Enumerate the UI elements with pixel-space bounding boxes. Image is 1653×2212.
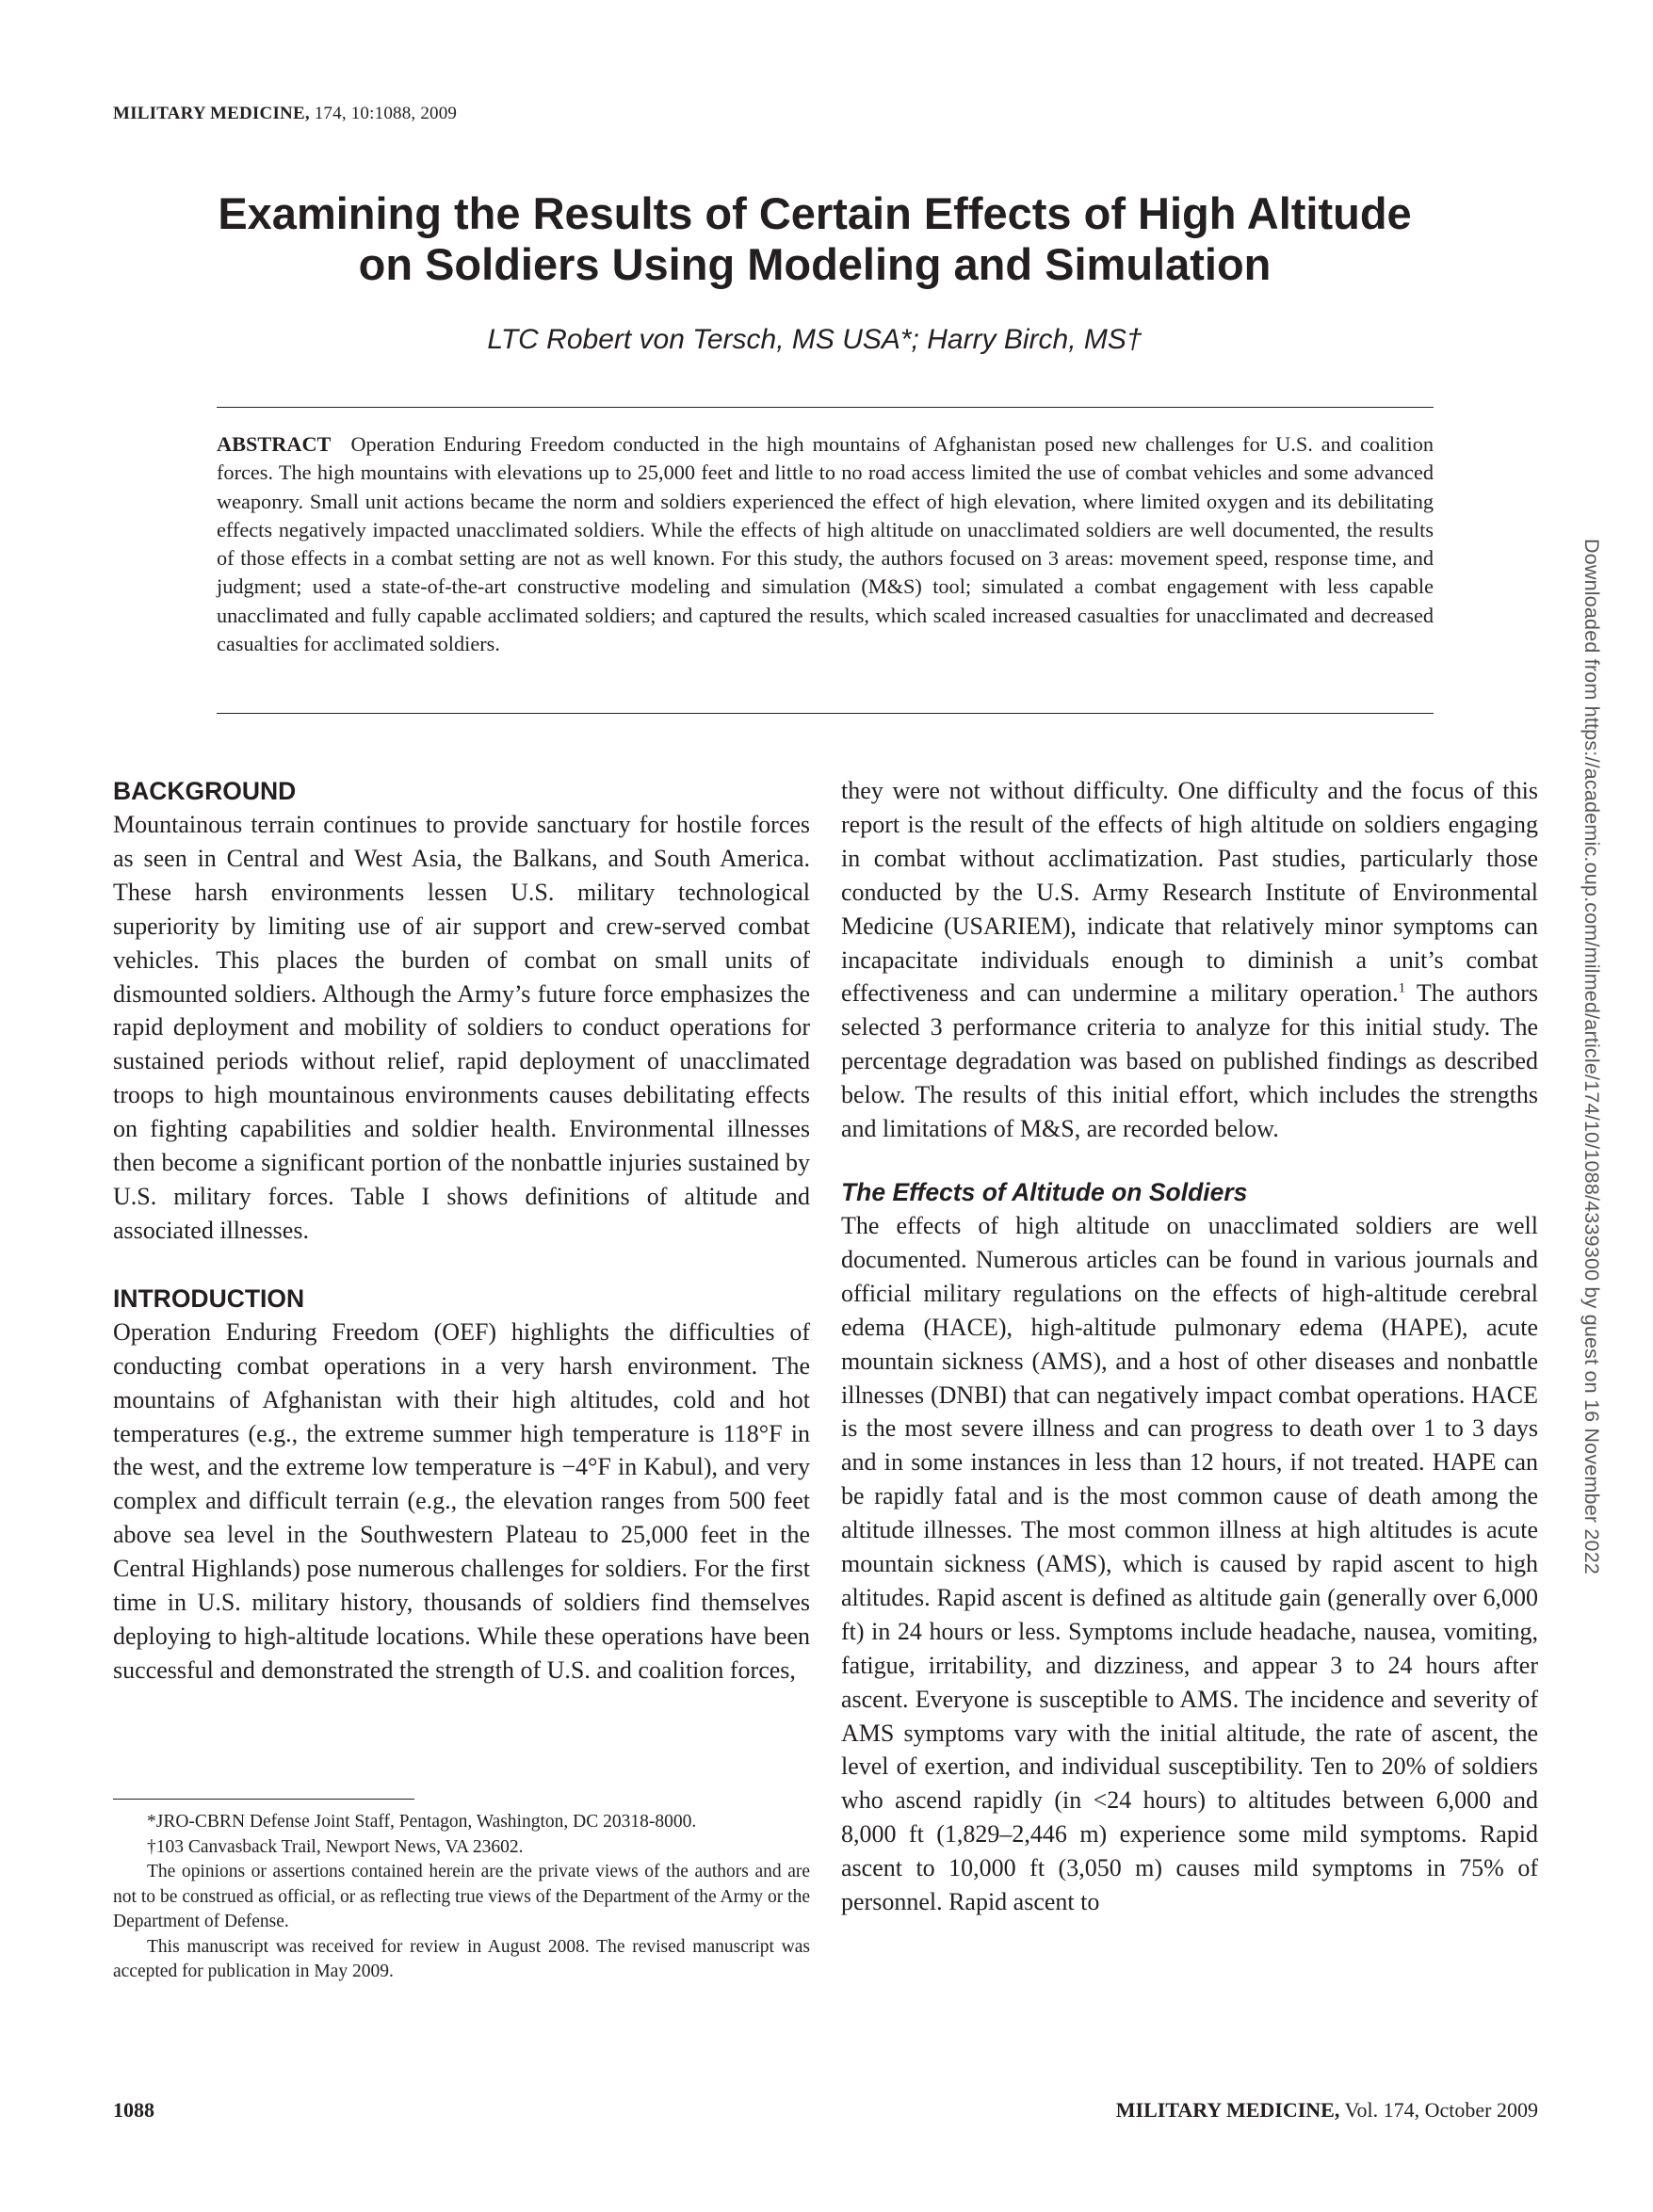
footnote-disclaimer: The opinions or assertions contained herein are the private views of the authors and are not to be construed as official, or as reflecting true views of the Department of the Army or the Department of Defense. (113, 1862, 810, 1931)
right-column (841, 774, 1538, 1919)
citation: 174, 10:1088, 2009 (314, 104, 458, 123)
footnote-affiliation-1: *JRO-CBRN Defense Joint Staff, Pentagon, Washington, DC 20318-8000. (147, 1812, 697, 1832)
abstract-top-rule (217, 407, 1434, 408)
article-title (151, 188, 1479, 290)
title-line-2: on Soldiers Using Modeling and Simulation (358, 239, 1272, 289)
abstract-label: ABSTRACT (217, 432, 332, 456)
footer-journal-name: MILITARY MEDICINE, (1115, 2098, 1340, 2122)
footnotes (113, 1810, 810, 1985)
introduction-heading: INTRODUCTION (113, 1284, 305, 1313)
reference-mark: 1 (1398, 980, 1406, 996)
left-column (113, 774, 810, 1687)
footer-journal (1116, 2098, 1538, 2123)
download-watermark: Downloaded from https://academic.oup.com/milmed/article/174/10/1088/4339300 by guest on 16 November 2022 (1580, 539, 1603, 1575)
abstract-bottom-rule (217, 713, 1434, 714)
introduction-continuation (841, 774, 1538, 1146)
effects-paragraph: The effects of high altitude on unacclimated soldiers are well documented. Numerous articles can be found in various journals and official military regulations on the effects of high-altitude cerebral edema (HACE), high-altitude pulmonary edema (HAPE), acute mountain sickness (AMS), and a host of other diseases and nonbattle illnesses (DNBI) that can negatively impact combat operations. HACE is the most severe illness and can progress to death over 1 to 3 days and in some instances in less than 12 hours, if not treated. HAPE can be rapidly fatal and is the most common cause of death among the altitude illnesses. The most common illness at high altitudes is acute mountain sickness (AMS), which is caused by rapid ascent to high altitudes. Rapid ascent is defined as altitude gain (generally over 6,000 ft) in 24 hours or less. Symptoms include headache, nausea, vomiting, fatigue, irritability, and dizziness, and appear 3 to 24 hours after ascent. Everyone is susceptible to AMS. The incidence and severity of AMS symptoms vary with the initial altitude, the rate of ascent, the level of exertion, and individual susceptibility. Ten to 20% of soldiers who ascend rapidly (in <24 hours) to altitudes between 6,000 and 8,000 ft (1,829–2,446 m) experience some mild symptoms. Rapid ascent to 10,000 ft (3,050 m) causes mild symptoms in 75% of personnel. Rapid ascent to (841, 1211, 1538, 1916)
footnote-rule (113, 1799, 414, 1800)
footer-issue: Vol. 174, October 2009 (1344, 2098, 1538, 2122)
footnote-affiliation-2: †103 Canvasback Trail, Newport News, VA 23602. (147, 1836, 524, 1857)
continuation-text-b: The authors selected 3 performance criteria to analyze for this initial study. The percentage degradation was based on published findings as described below. The results of this initial effort, which includes the strengths and limitations of M&S, are recorded below. (841, 979, 1539, 1143)
abstract (217, 430, 1434, 658)
authors: LTC Robert von Tersch, MS USA*; Harry Birch, MS† (487, 324, 1143, 355)
page-number: 1088 (113, 2098, 154, 2122)
background-heading: BACKGROUND (113, 777, 297, 805)
abstract-text: Operation Enduring Freedom conducted in the high mountains of Afghanistan posed new challenges for U.S. and coalition forces. The high mountains with elevations up to 25,000 feet and little to no road access limited the use of combat vehicles and some advanced weaponry. Small unit actions became the norm and soldiers experienced the effect of high elevation, where limited oxygen and its debilitating effects negatively impacted unacclimated soldiers. While the effects of high altitude on unacclimated soldiers are well documented, the results of those effects in a combat setting are not as well known. For this study, the authors focused on 3 areas: movement speed, response time, and judgment; used a state-of-the-art constructive modeling and simulation (M&S) tool; simulated a combat engagement with less capable unacclimated and fully capable acclimated soldiers; and captured the results, which scaled increased casualties for unacclimated and decreased casualties for acclimated soldiers. (217, 432, 1434, 656)
effects-heading: The Effects of Altitude on Soldiers (841, 1177, 1248, 1206)
journal-name: MILITARY MEDICINE, (113, 104, 310, 123)
introduction-paragraph: Operation Enduring Freedom (OEF) highlights the difficulties of conducting combat operations in a very harsh environment. The mountains of Afghanistan with their high altitudes, cold and hot temperatures (e.g., the extreme summer high temperature is 118°F in the west, and the extreme low temperature is −4°F in Kabul), and very complex and difficult terrain (e.g., the elevation ranges from 500 feet above sea level in the Southwestern Plateau to 25,000 feet in the Central Highlands) pose numerous challenges for soldiers. For the first time in U.S. military history, thousands of soldiers find themselves deploying to high-altitude locations. While these operations have been successful and demonstrated the strength of U.S. and coalition forces, (113, 1317, 810, 1684)
background-paragraph: Mountainous terrain continues to provide sanctuary for hostile forces as seen in Central and West Asia, the Balkans, and South America. These harsh environments lessen U.S. military technological superiority by limiting use of air support and crew-served combat vehicles. This places the burden of combat on small units of dismounted soldiers. Although the Army’s future force emphasizes the rapid deployment and mobility of soldiers to conduct operations for sustained periods without relief, rapid deployment of unacclimated troops to high mountainous environments causes debilitating effects on fighting capabilities and soldier health. Environmental illnesses then become a significant portion of the nonbattle injuries sustained by U.S. military forces. Table I shows definitions of altitude and associated illnesses. (113, 811, 810, 1244)
footnote-received: This manuscript was received for review in August 2008. The revised manuscript was accepted for publication in May 2009. (113, 1936, 810, 1981)
running-head (113, 104, 457, 124)
title-line-1: Examining the Results of Certain Effects of High Altitude (218, 188, 1412, 238)
continuation-text-a: they were not without difficulty. One difficulty and the focus of this report is the result of the effects of high altitude on soldiers engaging in combat without acclimatization. Past studies, particularly those conducted by the U.S. Army Research Institute of Environmental Medicine (USARIEM), indicate that relatively minor symptoms can incapacitate individuals enough to diminish a unit’s combat effectiveness and can undermine a military operation. (841, 777, 1538, 1008)
